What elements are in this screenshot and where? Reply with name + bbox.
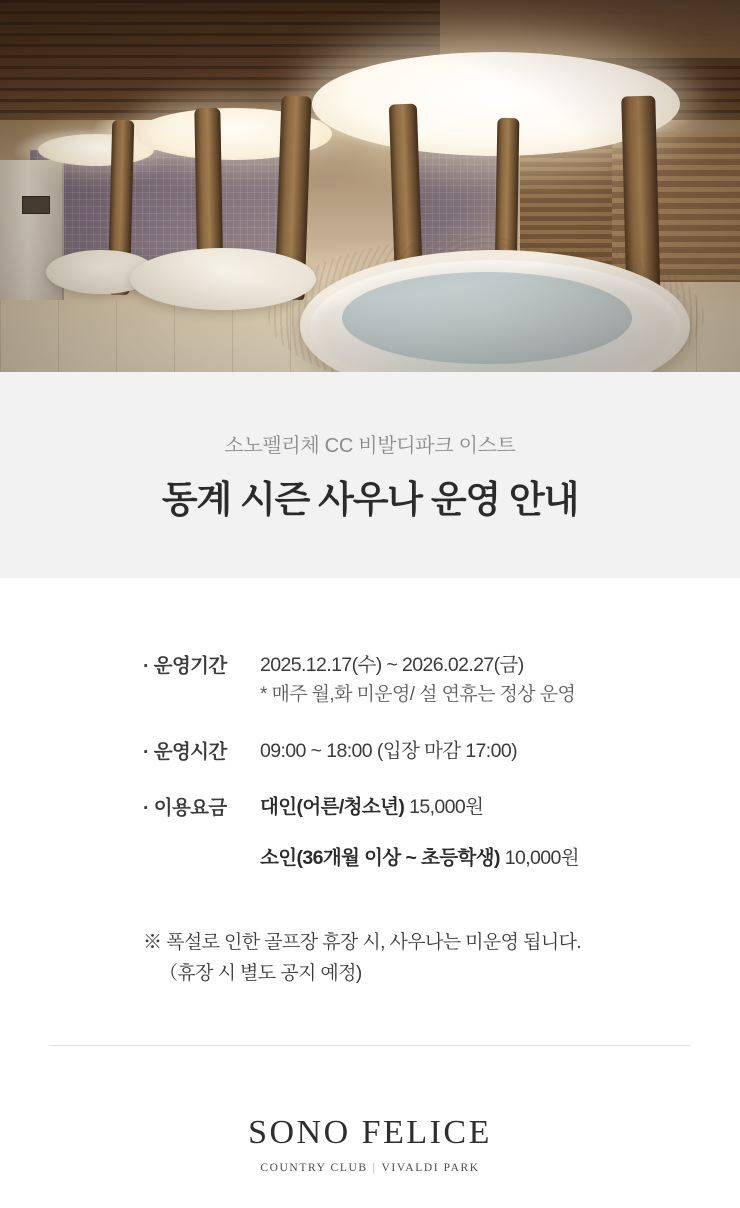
fee-adult — [260, 792, 579, 823]
brand-tagline-left: COUNTRY CLUB — [260, 1162, 368, 1175]
period-note: * 매주 월,화 미운영/ 설 연휴는 정상 운영 — [260, 684, 576, 706]
title-section — [0, 372, 740, 578]
brand-tagline-separator: | — [372, 1162, 377, 1175]
info-label-period: · 운영기간 — [143, 655, 227, 677]
bath-water — [342, 272, 632, 364]
hero-image — [0, 0, 740, 372]
info-value-hours: 09:00 ~ 18:00 (입장 마감 17:00) — [260, 739, 518, 762]
info-table — [143, 650, 579, 874]
sauna-photo — [0, 0, 740, 372]
bath-tub-medium — [130, 248, 316, 310]
caution-line-2: （휴장 시 별도 공지 예정) — [159, 962, 362, 984]
ceiling-panel-right — [440, 0, 740, 58]
table-row — [143, 792, 579, 874]
info-label-hours: · 운영시간 — [143, 740, 227, 763]
info-section — [0, 650, 740, 1046]
caution-line-1: ※ 폭설로 인한 골프장 휴장 시, 사우나는 미운영 됩니다. — [143, 932, 582, 954]
fee-adult-label: 대인(어른/청소년) — [260, 795, 405, 818]
fee-adult-price: 15,000원 — [409, 795, 484, 818]
brand-name: SONO FELICE — [248, 1114, 492, 1152]
page-title: 동계 시즌 사우나 운영 안내 — [161, 479, 579, 520]
brand-tagline — [0, 1162, 740, 1174]
ceiling-light-small — [38, 134, 154, 166]
fee-child-label: 소인(36개월 이상 ~ 초등학생) — [260, 847, 500, 870]
table-row — [143, 650, 579, 736]
fee-child — [260, 843, 579, 874]
period-value: 2025.12.17(수) ~ 2026.02.27(금) — [260, 654, 524, 676]
brand-tagline-right: VIVALDI PARK — [381, 1162, 480, 1175]
info-label-fee: · 이용요금 — [143, 796, 227, 819]
caution-note — [143, 928, 740, 989]
fee-child-price: 10,000원 — [504, 847, 579, 870]
door-sign — [22, 196, 50, 214]
table-row — [143, 736, 579, 792]
info-value-period — [260, 650, 579, 736]
footer-logo — [0, 1046, 740, 1174]
info-value-fee — [260, 792, 579, 874]
subtitle-text: 소노펠리체 CC 비발디파크 이스트 — [224, 435, 516, 457]
entrance-door — [0, 160, 64, 310]
